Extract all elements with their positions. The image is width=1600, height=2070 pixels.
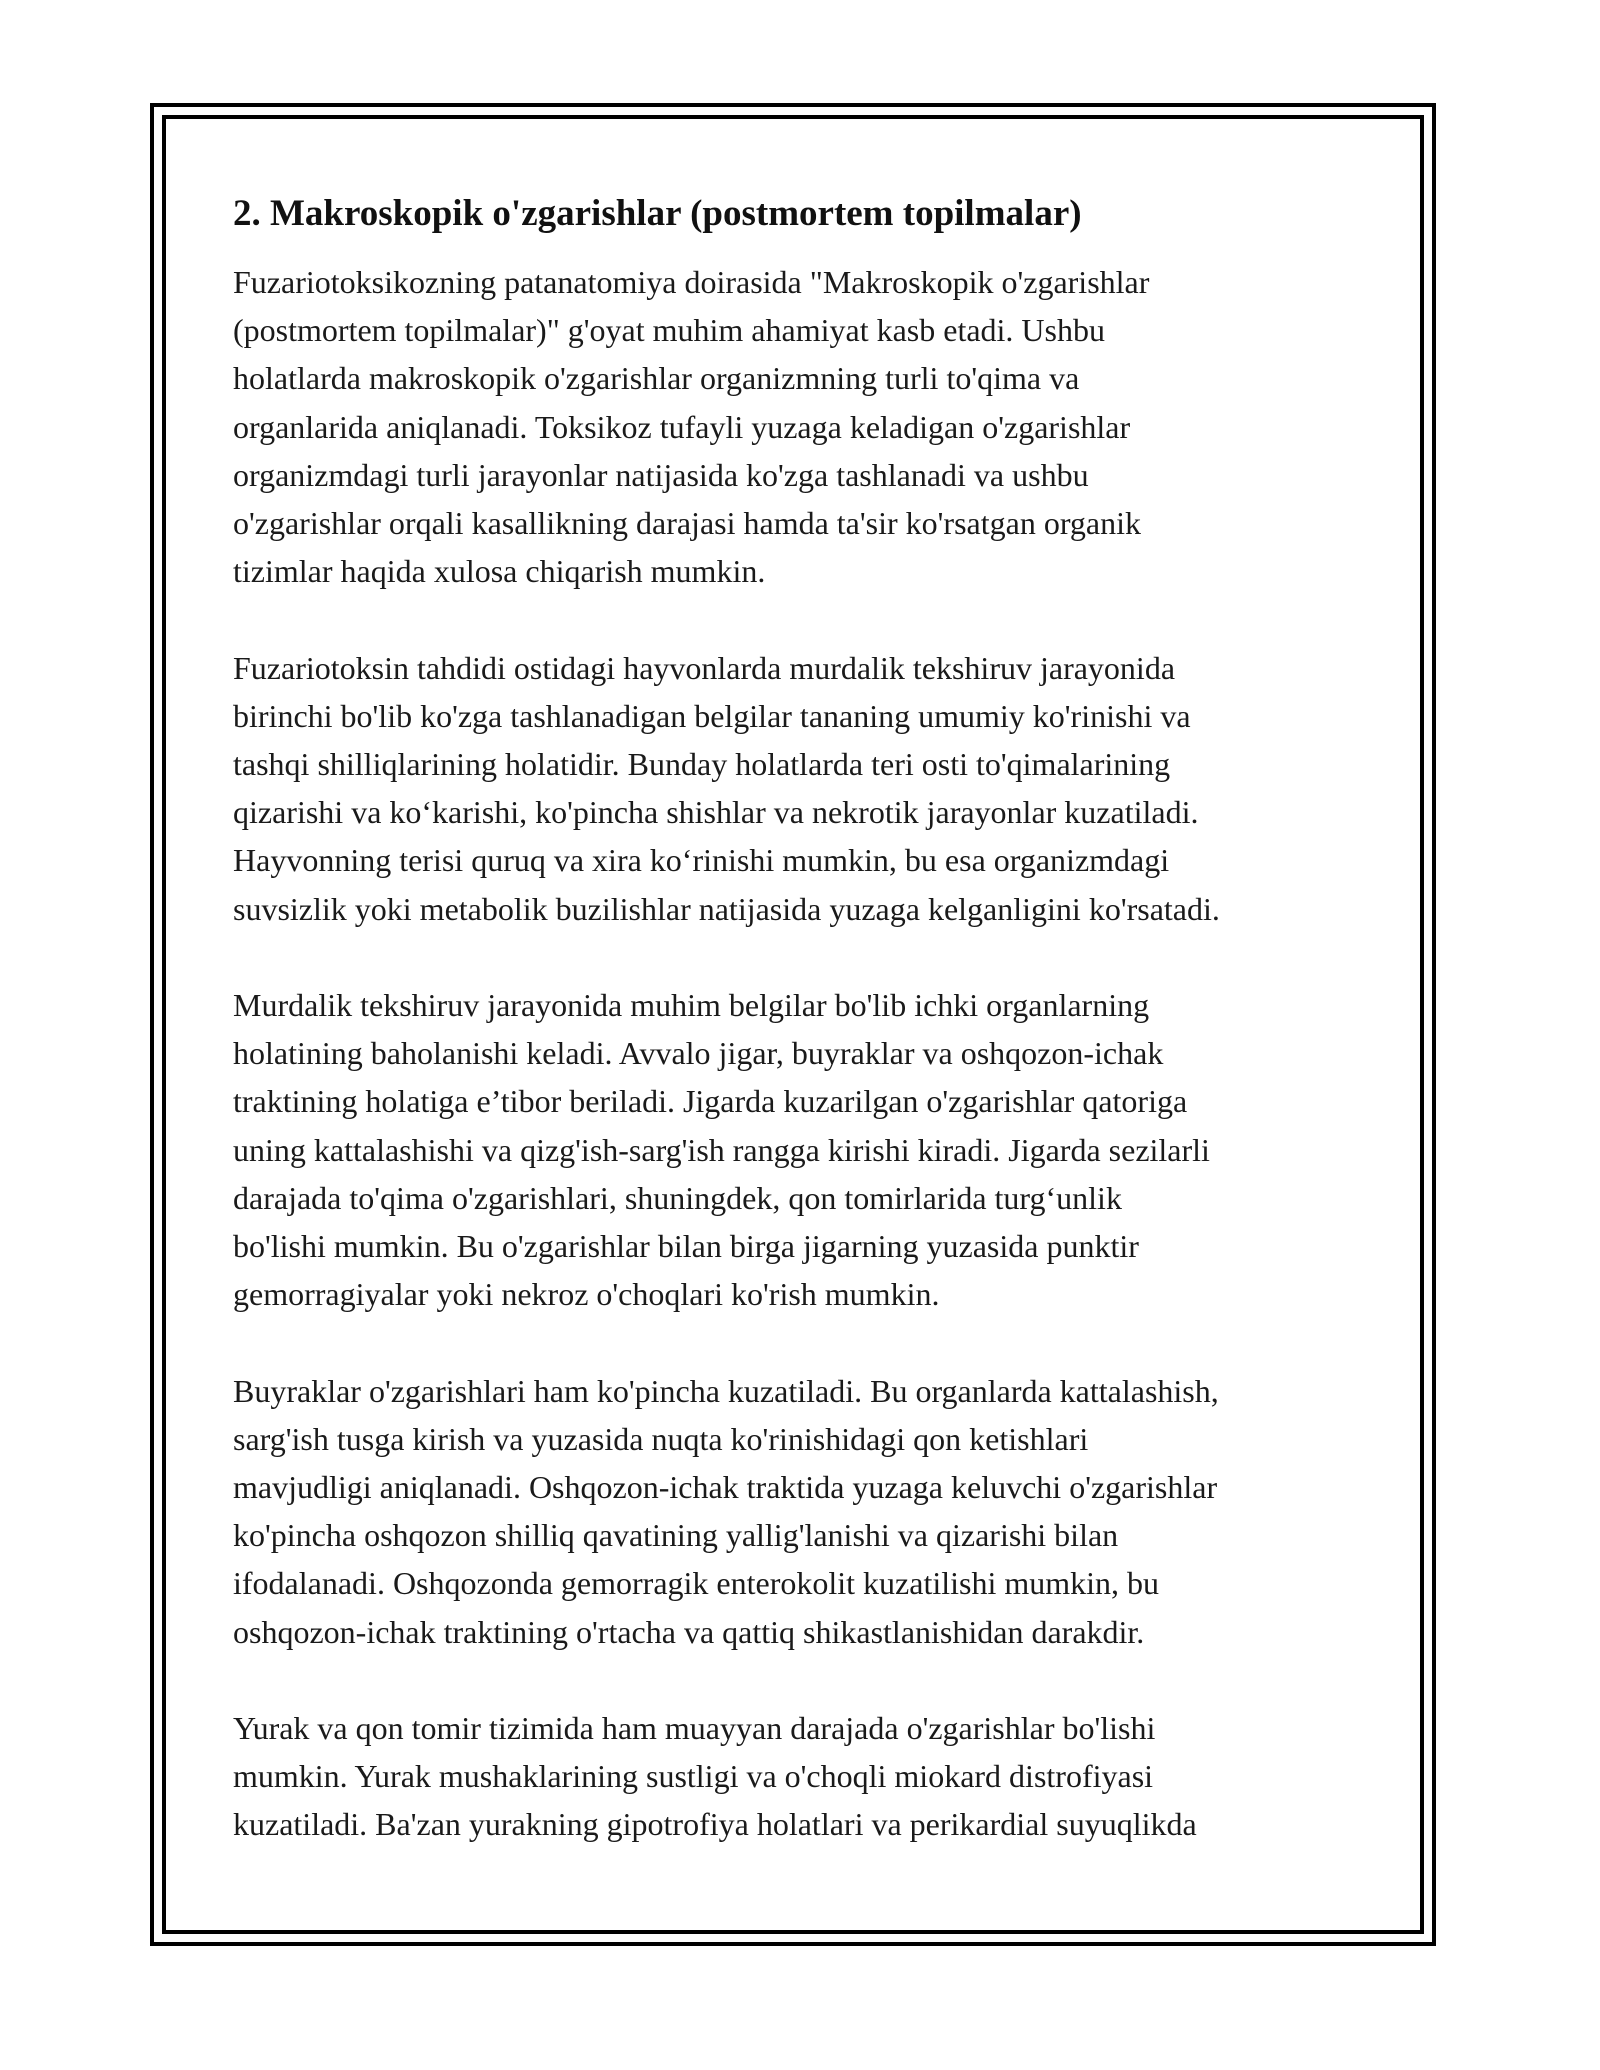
text-line: mumkin. Yurak mushaklarining sustligi va o'choqli miokard distrofiyasi	[233, 1758, 1154, 1795]
text-line: Hayvonning terisi quruq va xira ko‘rinishi mumkin, bu esa organizmdagi	[233, 842, 1170, 879]
text-line: birinchi bo'lib ko'zga tashlanadigan belgilar tananing umumiy ko'rinishi va	[233, 697, 1191, 734]
text-line: o'zgarishlar orqali kasallikning darajasi hamda ta'sir ko'rsatgan organik	[233, 505, 1141, 542]
text-line: mavjudligi aniqlanadi. Oshqozon-ichak traktida yuzaga keluvchi o'zgarishlar	[233, 1469, 1218, 1506]
text-line: kuzatiladi. Ba'zan yurakning gipotrofiya holatlari va perikardial suyuqlikda	[233, 1806, 1197, 1843]
text-line: Fuzariotoksin tahdidi ostidagi hayvonlarda murdalik tekshiruv jarayonida	[233, 649, 1176, 686]
paragraph-4	[233, 1367, 1383, 1656]
text-line: ko'pincha oshqozon shilliq qavatining yallig'lanishi va qizarishi bilan	[233, 1517, 1119, 1554]
text-line: darajada to'qima o'zgarishlari, shuningdek, qon tomirlarida turg‘unlik	[233, 1179, 1122, 1216]
text-line: qizarishi va ko‘karishi, ko'pincha shishlar va nekrotik jarayonlar kuzatiladi.	[233, 794, 1199, 831]
text-line: suvsizlik yoki metabolik buzilishlar natijasida yuzaga kelganligini ko'rsatadi.	[233, 890, 1220, 927]
text-line: Yurak va qon tomir tizimida ham muayyan darajada o'zgarishlar bo'lishi	[233, 1710, 1156, 1747]
text-line: bo'lishi mumkin. Bu o'zgarishlar bilan birga jigarning yuzasida punktir	[233, 1228, 1139, 1265]
text-line: Buyraklar o'zgarishlari ham ko'pincha kuzatiladi. Bu organlarda kattalashish,	[233, 1372, 1219, 1409]
document-body	[233, 190, 1383, 1897]
text-line: Fuzariotoksikozning patanatomiya doirasida "Makroskopik o'zgarishlar	[233, 264, 1150, 300]
text-line: holatlarda makroskopik o'zgarishlar organizmning turli to'qima va	[233, 360, 1080, 397]
section-heading: 2. Makroskopik o'zgarishlar (postmortem topilmalar)	[233, 193, 1082, 234]
text-line: (postmortem topilmalar)" g'oyat muhim ahamiyat kasb etadi. Ushbu	[233, 312, 1105, 349]
text-line: sarg'ish tusga kirish va yuzasida nuqta ko'rinishidagi qon ketishlari	[233, 1420, 1089, 1457]
text-line: organlarida aniqlanadi. Toksikoz tufayli yuzaga keladigan o'zgarishlar	[233, 408, 1131, 445]
text-line: uning kattalashishi va qizg'ish-sarg'ish rangga kirishi kiradi. Jigarda sezilarli	[233, 1131, 1210, 1168]
paragraph-1	[233, 258, 1383, 595]
text-line: holatining baholanishi keladi. Avvalo jigar, buyraklar va oshqozon-ichak	[233, 1035, 1164, 1072]
paragraph-3	[233, 981, 1383, 1318]
paragraph-2	[233, 644, 1383, 933]
text-line: traktining holatiga e’tibor beriladi. Jigarda kuzarilgan o'zgarishlar qatoriga	[233, 1083, 1188, 1120]
text-line: gemorragiyalar yoki nekroz o'choqlari ko'rish mumkin.	[233, 1276, 940, 1313]
text-line: organizmdagi turli jarayonlar natijasida ko'zga tashlanadi va ushbu	[233, 456, 1089, 493]
paragraph-5	[233, 1704, 1383, 1849]
text-line: tashqi shilliqlarining holatidir. Bunday holatlarda teri osti to'qimalarining	[233, 746, 1171, 783]
text-line: Murdalik tekshiruv jarayonida muhim belgilar bo'lib ichki organlarning	[233, 987, 1150, 1024]
text-line: ifodalanadi. Oshqozonda gemorragik enterokolit kuzatilishi mumkin, bu	[233, 1565, 1160, 1602]
text-line: tizimlar haqida xulosa chiqarish mumkin.	[233, 553, 766, 590]
text-line: oshqozon-ichak traktining o'rtacha va qattiq shikastlanishidan darakdir.	[233, 1613, 1145, 1650]
